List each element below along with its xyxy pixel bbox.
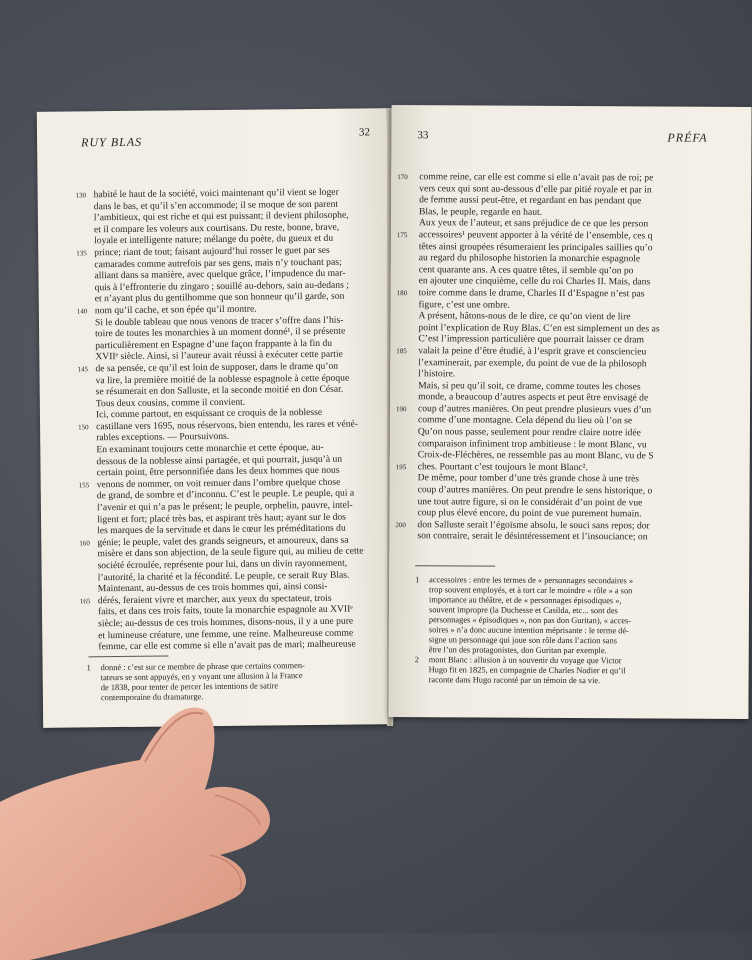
line-text: donné : c’est sur ce membre de phrase que certains commen-: [100, 661, 305, 673]
line-text: accessoires : entre les termes de « personnages secondaires »: [429, 575, 634, 586]
line-text: raconte dans Hugo raconté par un témoin de sa vie.: [428, 675, 601, 686]
line-text: l’examinerait, par exemple, du point de vue de la philosoph: [418, 356, 647, 369]
line-text: Tous deux cousins, comme il convient.: [95, 396, 246, 409]
line-text: toire comme dans le drame, Charles II d’Espagne n’est pas: [418, 287, 645, 300]
line-number: 190: [395, 404, 407, 414]
footnote-line: [429, 675, 739, 687]
line-text: Si le double tableau que nous venons de tracer s’offre dans l’his-: [94, 314, 344, 328]
line-number: 200: [395, 520, 406, 529]
line-text: trop souvent employés, et à tort car le moindre « rôle » a son: [429, 585, 633, 596]
text-line: [98, 638, 380, 653]
hand-holding-book: [0, 700, 300, 960]
line-text: coup d’autres manières. On peut prendre le sens historique, o: [417, 484, 653, 497]
line-text: contemporaine du dramaturge.: [100, 692, 204, 703]
line-text: accessoires¹ peuvent apporter à la vérité de l’ensemble, ces q: [418, 229, 653, 242]
line-text: faits, et dans ces trois faits, toute la monarchie espagnole au XVIIᵉ: [97, 603, 353, 618]
footnotes: [414, 575, 740, 687]
line-text: Qu’on nous passe, seulement pour rendre claire notre idée: [417, 426, 641, 439]
line-text: de 1838, pour tenter de percer les intentions de satire: [100, 681, 279, 693]
body-text: [75, 186, 381, 653]
line-text: rables exceptions. — Poursuivons.: [96, 431, 230, 444]
line-text: A présent, hâtons-nous de le dire, ce qu’on vient de lire: [418, 310, 631, 323]
line-text: dessous de la noblesse ainsi partagée, et qui pourrait, jusqu’à un: [96, 453, 343, 467]
line-text: l’ambitieux, qui est riche et qui est puissant; il devient philosophe,: [93, 209, 349, 224]
running-head: RUY BLAS: [81, 134, 143, 150]
line-text: l’autorité, la charité et la fécondité. Le peuple, ce serait Ruy Blas.: [97, 569, 350, 583]
line-number: 170: [397, 173, 408, 182]
line-number: 155: [78, 481, 90, 490]
line-text: l’avenir et qui n’a pas le présent; le peuple, orphelin, pauvre, intel-: [96, 499, 353, 514]
line-number: 135: [76, 249, 87, 258]
line-text: se résumerait en don Salluste, et la seconde moitié en don César.: [95, 383, 344, 398]
line-text: figure, c’est une ombre.: [418, 298, 510, 311]
line-text: castillane vers 1695, nous réservons, bien entendu, les rares et véné-: [96, 418, 359, 433]
line-text: C’est l’impression particulière que pourrait laisser ce dram: [418, 333, 645, 346]
line-text: certain point, être personnifiée dans les deux hommes que nous: [96, 464, 340, 479]
line-number: 165: [79, 597, 91, 606]
line-text: personnages « épisodiques », non pas don Guritan), « acces-: [428, 615, 632, 626]
right-page: [388, 105, 751, 719]
line-text: siècle; au-dessus de ces trois hommes, disons-nous, il y a une pure: [98, 615, 354, 630]
line-text: XVIIᵉ siècle. Ainsi, si l’auteur avait réussi à exécuter cette partie: [95, 348, 343, 363]
open-book: [40, 98, 740, 728]
line-text: de sa pensée, ce qu’il est loin de supposer, dans le drame qu’on: [95, 360, 339, 375]
line-text: particulièrement en Espagne d’une façon frappante à la fin du: [95, 337, 333, 351]
line-text: va lire, la première moitié de la noblesse espagnole à cette époque: [95, 372, 350, 386]
line-text: de femme aussi peut-être, et regardant en bas pendant que: [419, 194, 642, 207]
line-text: toire de toutes les monarchies à un moment donné¹, il se présente: [95, 325, 346, 340]
footnote-number: 1: [86, 663, 91, 673]
line-text: têtes ainsi groupées résumeraient les principales saillies qu’o: [418, 240, 653, 253]
running-head: PRÉFA: [667, 130, 708, 145]
line-text: point l’explication de Ruy Blas. C’en est simplement un des as: [418, 321, 660, 335]
line-text: les marques de la servitude et dans le cœur les préméditations du: [97, 522, 346, 537]
line-text: mont Blanc : allusion à un souvenir du voyage que Victor: [428, 655, 622, 666]
line-text: soires » n’a donc aucune intention méprisante : le terme dé-: [428, 625, 629, 636]
line-text: Mais, si peu qu’il soit, ce drame, comme toutes les choses: [418, 379, 641, 393]
line-text: habité le haut de la société, voici maintenant qu’il vient se loger: [93, 186, 339, 201]
line-number: 150: [78, 423, 89, 432]
line-text: société écroulée, représente pour lui, dans un divin rayonnement,: [97, 557, 348, 572]
line-text: femme, car elle est comme si elle n’avait pas de mari; malheureuse: [98, 638, 356, 653]
line-text: nom qu’il cache, et son épée qu’il montre.: [94, 303, 257, 317]
line-text: signe un personnage qui joue son rôle dans l’action sans: [428, 635, 617, 646]
line-text: Aux yeux de l’auteur, et sans préjudice de ce que les person: [418, 217, 649, 230]
line-text: comme reine, car elle est comme si elle n’avait pas de roi; pe: [419, 171, 654, 184]
line-text: En examinant toujours cette monarchie et cette époque, au-: [96, 441, 324, 456]
line-text: don Salluste serait l’égoïsme absolu, le souci sans repos; dor: [417, 519, 650, 532]
text-line: [417, 531, 747, 544]
footnote-number: 1: [415, 575, 420, 585]
line-text: monde, a beaucoup d’autres aspects et peut être envisagé de: [418, 391, 649, 404]
line-text: importance au théâtre, et de « personnages épisodiques »,: [428, 595, 622, 606]
line-text: coup plus élevé encore, du point de vue purement humain.: [417, 507, 642, 520]
page-number: 32: [358, 126, 371, 139]
page-number: 33: [417, 129, 429, 142]
line-number: 180: [396, 289, 408, 298]
line-text: et n’ayant plus du gentilhomme que son honneur qu’il garde, son: [94, 290, 345, 305]
line-text: et lumineuse créature, une femme, une reine. Malheureuse comme: [98, 627, 354, 641]
line-text: et il compare les voleurs aux courtisans. Du reste, bonne, brave,: [93, 221, 340, 236]
line-text: De même, pour tomber d’une très grande chose à une très: [417, 472, 640, 485]
line-number: 195: [395, 462, 407, 471]
line-text: Maintenant, au-dessus de ces trois hommes qui, ainsi consi-: [97, 581, 328, 595]
line-number: 145: [77, 365, 89, 374]
line-text: coup d’autres manières. On peut prendre plusieurs vues d’un: [417, 403, 652, 416]
line-text: de grand, de sombre et d’inconnu. C’est le peuple. Le peuple, qui a: [96, 487, 355, 502]
line-text: Ici, comme partout, en esquissant ce croquis de la noblesse: [95, 407, 323, 421]
body-text: [395, 171, 749, 544]
line-text: prince; riant de tout; faisant aujourd’hui rosser le guet par ses: [94, 244, 330, 259]
line-text: quis à l’effronterie du zingaro ; souillé au-dehors, sain au-dedans ;: [94, 279, 349, 294]
line-text: tateurs se sont appuyés, en y voyant une allusion à la France: [100, 671, 303, 683]
line-number: 130: [75, 191, 87, 200]
line-text: dans le bas, et qu’il s’en accommode; il se moque de son parent: [93, 198, 339, 212]
line-text: venons de nommer, on voit remuer dans l’ombre quelque chose: [96, 476, 341, 491]
line-number: 160: [79, 539, 90, 548]
line-text: au regard du philosophe historien la monarchie espagnole: [418, 252, 641, 265]
line-text: misère et dans son abjection, de la seule figure qui, au milieu de cette: [97, 545, 364, 560]
footnotes: [86, 660, 381, 703]
line-number: 175: [396, 231, 408, 240]
line-text: Croix-de-Fléchères, ne ressemble pas au mont Blanc, vu de S: [417, 449, 654, 462]
line-text: ligent et fort; placé très bas, et aspirant très haut; ayant sur le dos: [96, 511, 346, 525]
line-text: génie; le peuple, valet des grands seigneurs, et amoureux, dans sa: [97, 534, 349, 549]
line-text: souvent impropre (la Duchesse et Casilda, etc... sont des: [428, 605, 618, 616]
line-number: 140: [76, 307, 88, 316]
line-text: vers ceux qui sont au-dessous d’elle par pitié royale et par in: [419, 182, 652, 196]
footnote-number: 2: [414, 655, 419, 665]
line-text: dérés, feraient vivre et marcher, aux yeux du spectateur, trois: [97, 592, 332, 607]
line-text: en ajouter une cinquième, celle du roi Charles II. Mais, dans: [418, 275, 651, 288]
footnote-rule: [415, 565, 495, 566]
left-page: [37, 108, 393, 728]
line-text: être l’un des protagonistes, don Guritan par exemple.: [428, 645, 607, 656]
line-text: comparaison infiniment trop ambitieuse : le mont Blanc, vu: [417, 437, 647, 451]
line-text: une tout autre figure, si on le considérait d’un point de vue: [417, 495, 643, 509]
line-text: alliant dans sa manière, avec quelque grâce, l’impudence du mar-: [94, 267, 346, 282]
line-text: ches. Pourtant c’est toujours le mont Blanc².: [417, 461, 588, 473]
line-text: son contraire, serait le désintéressement et l’insouciance; on: [417, 530, 648, 543]
line-text: Hugo fit en 1825, en compagnie de Charles Nodier et qu’il: [428, 665, 626, 676]
footnote-rule: [88, 656, 168, 658]
line-number: 185: [396, 346, 407, 356]
line-text: l’histoire.: [418, 368, 456, 380]
line-text: Blas, le peuple, regarde en haut.: [419, 205, 543, 218]
line-text: comme d’une montagne. Cela dépend du lieu où l’on se: [417, 414, 633, 427]
line-text: valait la peine d’être étudié, à l’esprit grave et consciencieu: [418, 345, 647, 358]
line-text: loyale et intelligente nature; mélange du poète, du gueux et du: [94, 233, 334, 247]
line-text: cent quarante ans. A ces quatre têtes, il semble qu’on po: [418, 263, 634, 277]
line-text: camarades comme autrefois par ses gens, mais n’y touchant pas;: [94, 256, 342, 270]
